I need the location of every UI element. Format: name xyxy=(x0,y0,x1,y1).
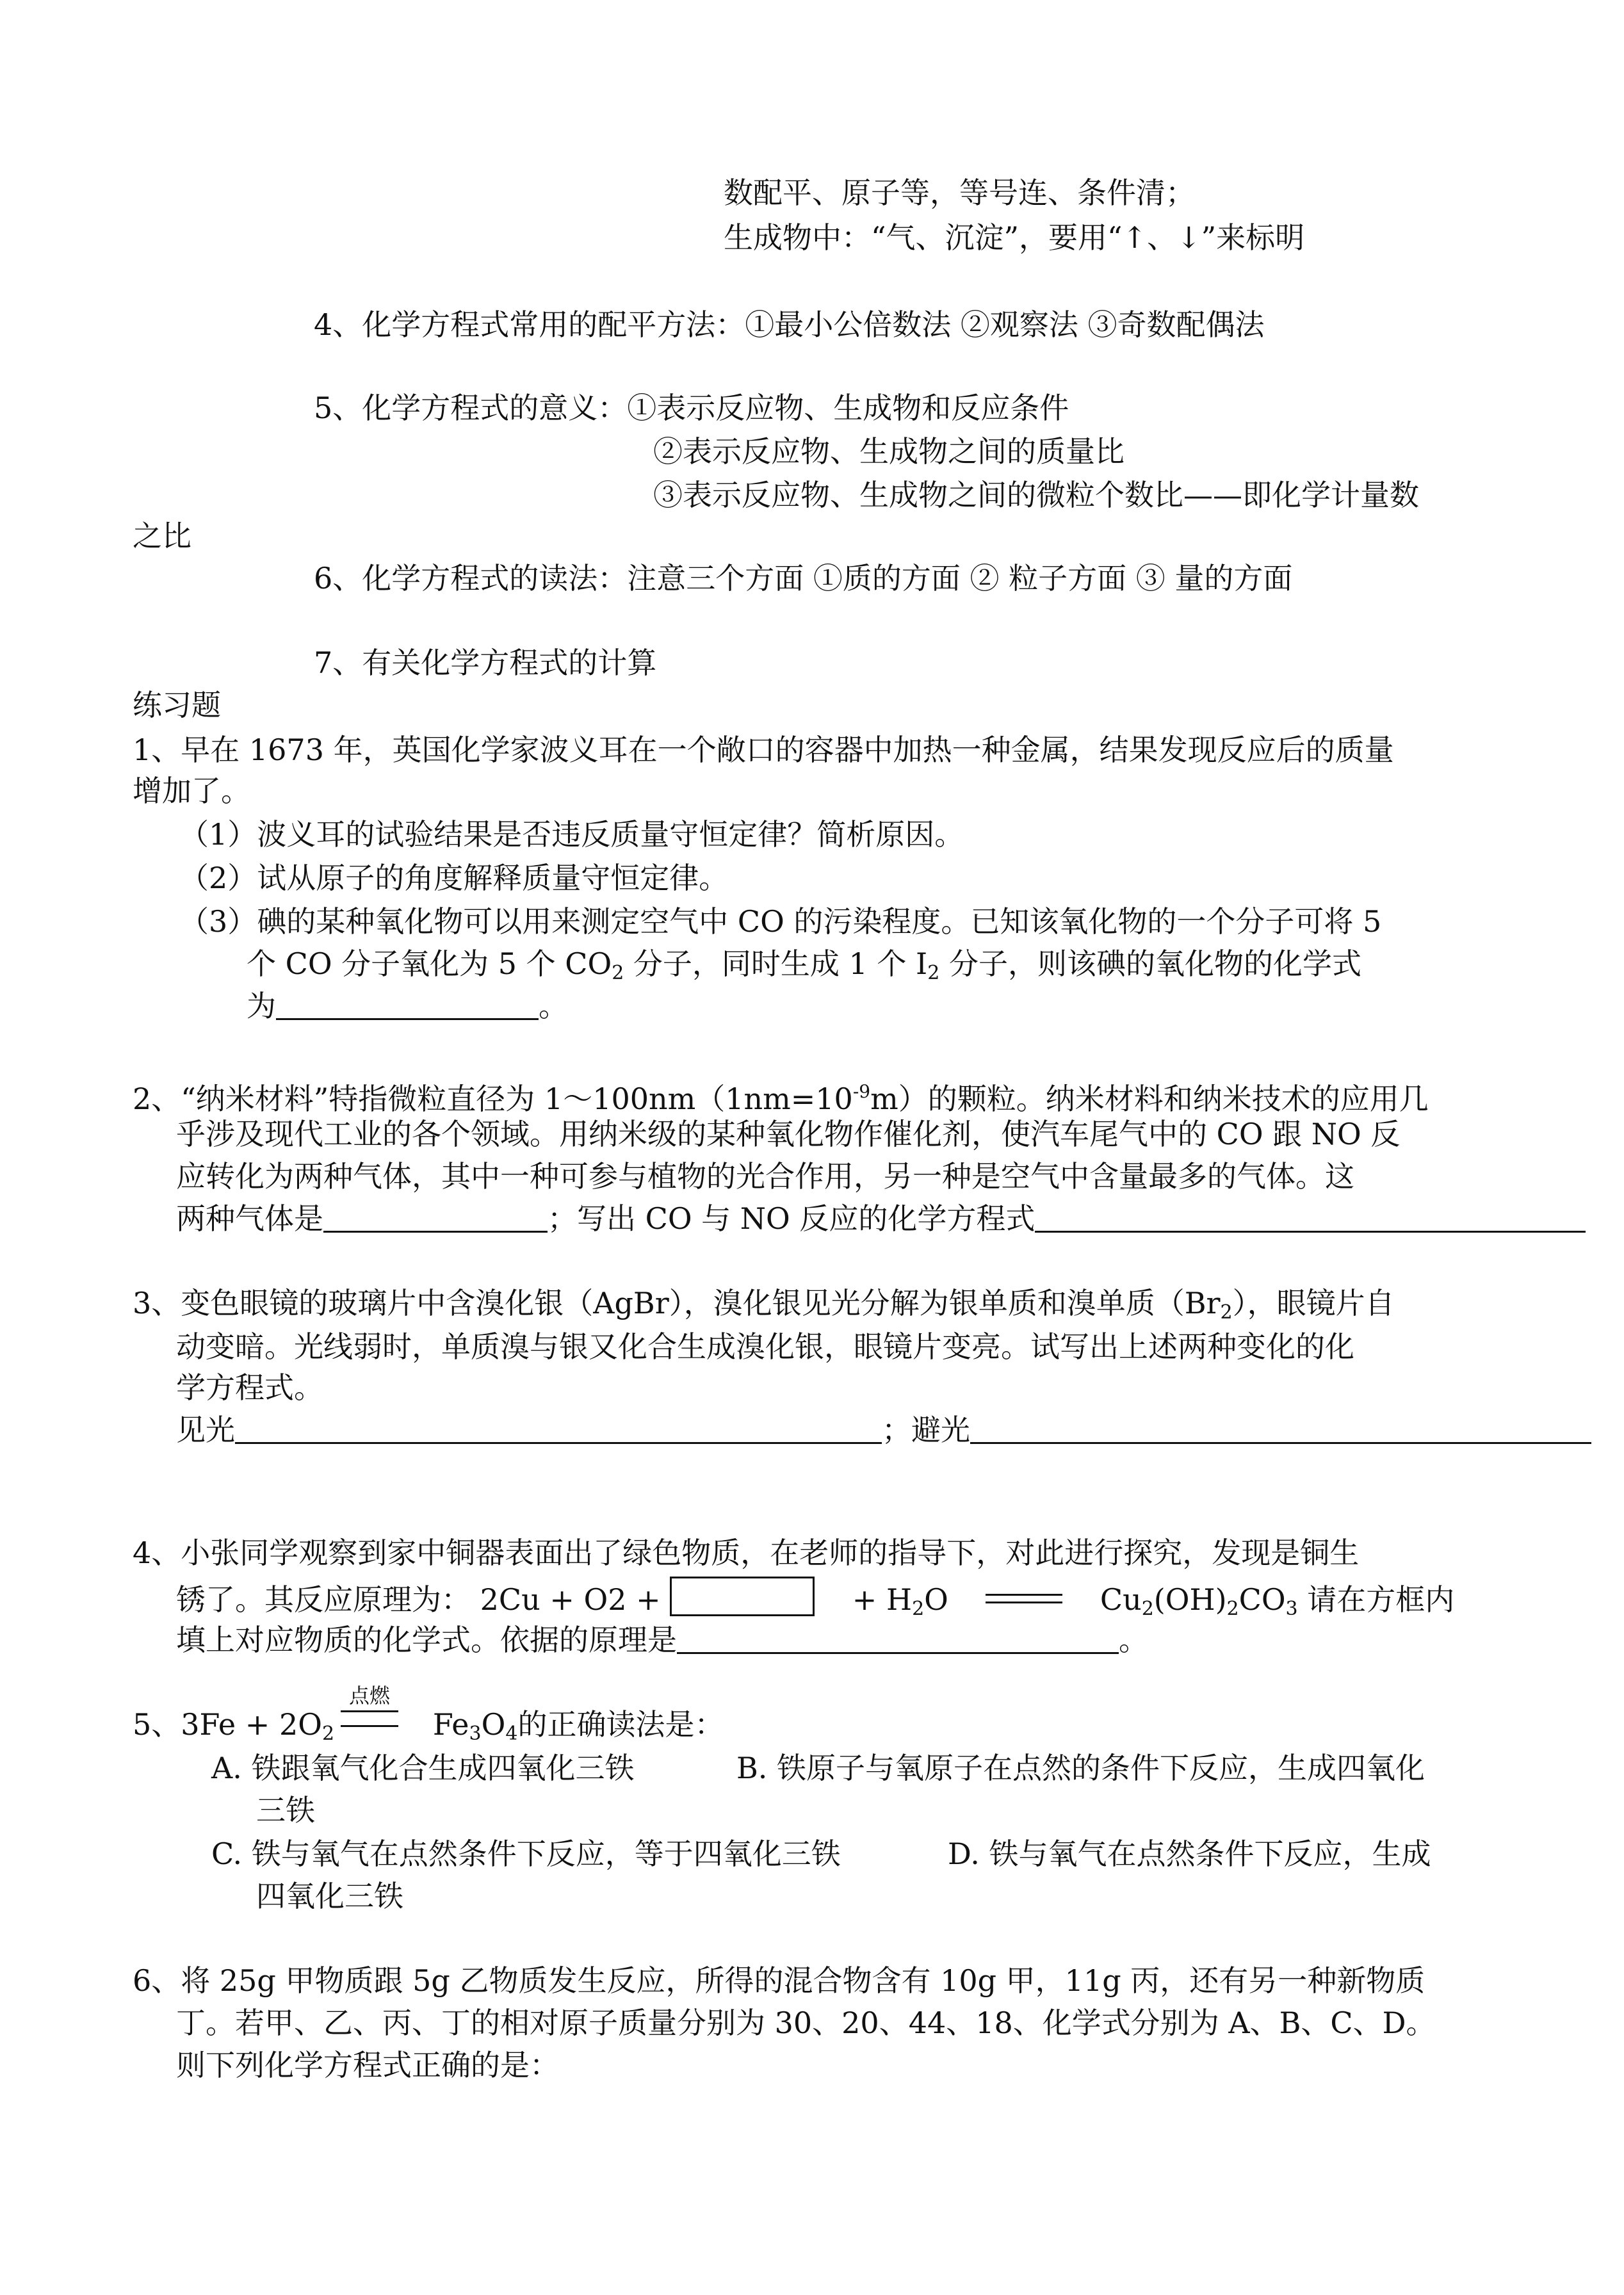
q1-line-1: 1、早在 1673 年，英国化学家波义耳在一个敞口的容器中加热一种金属，结果发现反应后的质量 xyxy=(133,733,1394,767)
q4-principle-blank[interactable] xyxy=(677,1623,1119,1654)
q2-gases-blank[interactable] xyxy=(323,1201,548,1233)
q6-line-2: 丁。若甲、乙、丙、丁的相对原子质量分别为 30、20、44、18、化学式分别为 A、B、C、D。 xyxy=(176,2006,1436,2040)
q2-line-2: 乎涉及现代工业的各个领域。用纳米级的某种氧化物作催化剂，使汽车尾气中的 CO 跟 NO 反 xyxy=(176,1117,1401,1151)
rule-line-1: 数配平、原子等，等号连、条件清； xyxy=(724,175,1195,210)
q5-option-d[interactable]: D. 铁与氧气在点然条件下反应，生成 xyxy=(948,1837,1431,1871)
q5-option-a[interactable]: A. 铁跟氧气化合生成四氧化三铁 xyxy=(211,1751,635,1785)
q3-line-4: 见光 ；避光 xyxy=(176,1411,1591,1448)
q3-light-blank[interactable] xyxy=(235,1413,882,1444)
q6-line-3: 则下列化学方程式正确的是： xyxy=(176,2048,559,2082)
q3-line-2: 动变暗。光线弱时，单质溴与银又化合生成溴化银，眼镜片变亮。试写出上述两种变化的化 xyxy=(176,1329,1354,1364)
summary-item-5-tail: 之比 xyxy=(133,519,191,553)
q4-line-1: 4、小张同学观察到家中铜器表面出了绿色物质，在老师的指导下，对此进行探究，发现是铜生 xyxy=(133,1536,1360,1570)
q4-answer-box[interactable] xyxy=(670,1577,815,1616)
summary-item-6: 6、化学方程式的读法：注意三个方面 ①质的方面 ② 粒子方面 ③ 量的方面 xyxy=(314,561,1293,596)
q3-line-3: 学方程式。 xyxy=(176,1370,323,1405)
q3-line-1: 3、变色眼镜的玻璃片中含溴化银（AgBr），溴化银见光分解为银单质和溴单质$(Br_2)$，眼镜片自 xyxy=(133,1286,1395,1324)
q2-line-4: 两种气体是 ；写出 CO 与 NO 反应的化学方程式 xyxy=(176,1200,1586,1237)
q2-line-1: 2、“纳米材料”特指微粒直径为 $1\sim 100nm(1nm=10^{-9}m)$的颗粒。纳米材料和纳米技术的应用几 xyxy=(133,1081,1429,1116)
condition-label: 点燃 xyxy=(349,1683,391,1708)
q1-sub-1: （1）波义耳的试验结果是否违反质量守恒定律？简析原因。 xyxy=(179,817,964,852)
exercises-title: 练习题 xyxy=(133,688,221,722)
summary-item-5-line-2: ②表示反应物、生成物之间的质量比 xyxy=(653,434,1125,469)
q5-option-b[interactable]: B. 铁原子与氧原子在点然的条件下反应，生成四氧化 xyxy=(736,1751,1425,1785)
q1-line-2: 增加了。 xyxy=(133,774,250,808)
q6-line-1: 6、将 25g 甲物质跟 5g 乙物质发生反应，所得的混合物含有 10g 甲，11g 丙，还有另一种新物质 xyxy=(133,1963,1425,1998)
summary-item-7: 7、有关化学方程式的计算 xyxy=(314,645,657,680)
q4-line-3: 填上对应物质的化学式。依据的原理是 。 xyxy=(176,1623,1148,1657)
q5-line-1: 5、$3Fe + 2O_2$ 点燃 $Fe_3O_4$的正确读法是： xyxy=(133,1683,724,1745)
q1-sub-3-line-1: （3）碘的某种氧化物可以用来测定空气中 CO 的污染程度。已知该氧化物的一个分子可将 5 xyxy=(179,904,1382,939)
summary-item-5-line-3: ③表示反应物、生成物之间的微粒个数比——即化学计量数 xyxy=(653,478,1419,512)
q3-dark-blank[interactable] xyxy=(970,1413,1591,1444)
q2-line-3: 应转化为两种气体，其中一种可参与植物的光合作用，另一种是空气中含量最多的气体。这 xyxy=(176,1159,1354,1194)
q5-option-c[interactable]: C. 铁与氧气在点然条件下反应，等于四氧化三铁 xyxy=(211,1837,841,1871)
summary-item-4: 4、化学方程式常用的配平方法：①最小公倍数法 ②观察法 ③奇数配偶法 xyxy=(314,307,1265,342)
q5-option-b-tail: 三铁 xyxy=(256,1793,315,1828)
q1-sub-3-line-2: 个 CO 分子氧化为 5 个 $CO_2$ 分子，同时生成 1 个 $I_2$ 分子，则该碘的氧化物的化学式 xyxy=(247,946,1361,984)
q2-equation-blank[interactable] xyxy=(1035,1201,1586,1233)
reaction-condition-arrow xyxy=(341,1683,398,1727)
q1-answer-blank[interactable] xyxy=(276,989,539,1020)
rule-line-2: 生成物中：“气、沉淀”，要用“↑、↓”来标明 xyxy=(724,220,1305,255)
summary-item-5-line-1: 5、化学方程式的意义：①表示反应物、生成物和反应条件 xyxy=(314,391,1069,425)
equals-sign-icon xyxy=(986,1594,1062,1603)
q1-sub-3-line-3: 为 。 xyxy=(247,989,568,1023)
q4-line-2: 锈了。其反应原理为： 2Cu + O2 + + $H_2O$ $Cu_2(OH)_2CO_3$ 请在方框内 xyxy=(176,1577,1454,1628)
q5-option-d-tail: 四氧化三铁 xyxy=(256,1879,403,1913)
q1-sub-2: （2）试从原子的角度解释质量守恒定律。 xyxy=(179,861,729,895)
